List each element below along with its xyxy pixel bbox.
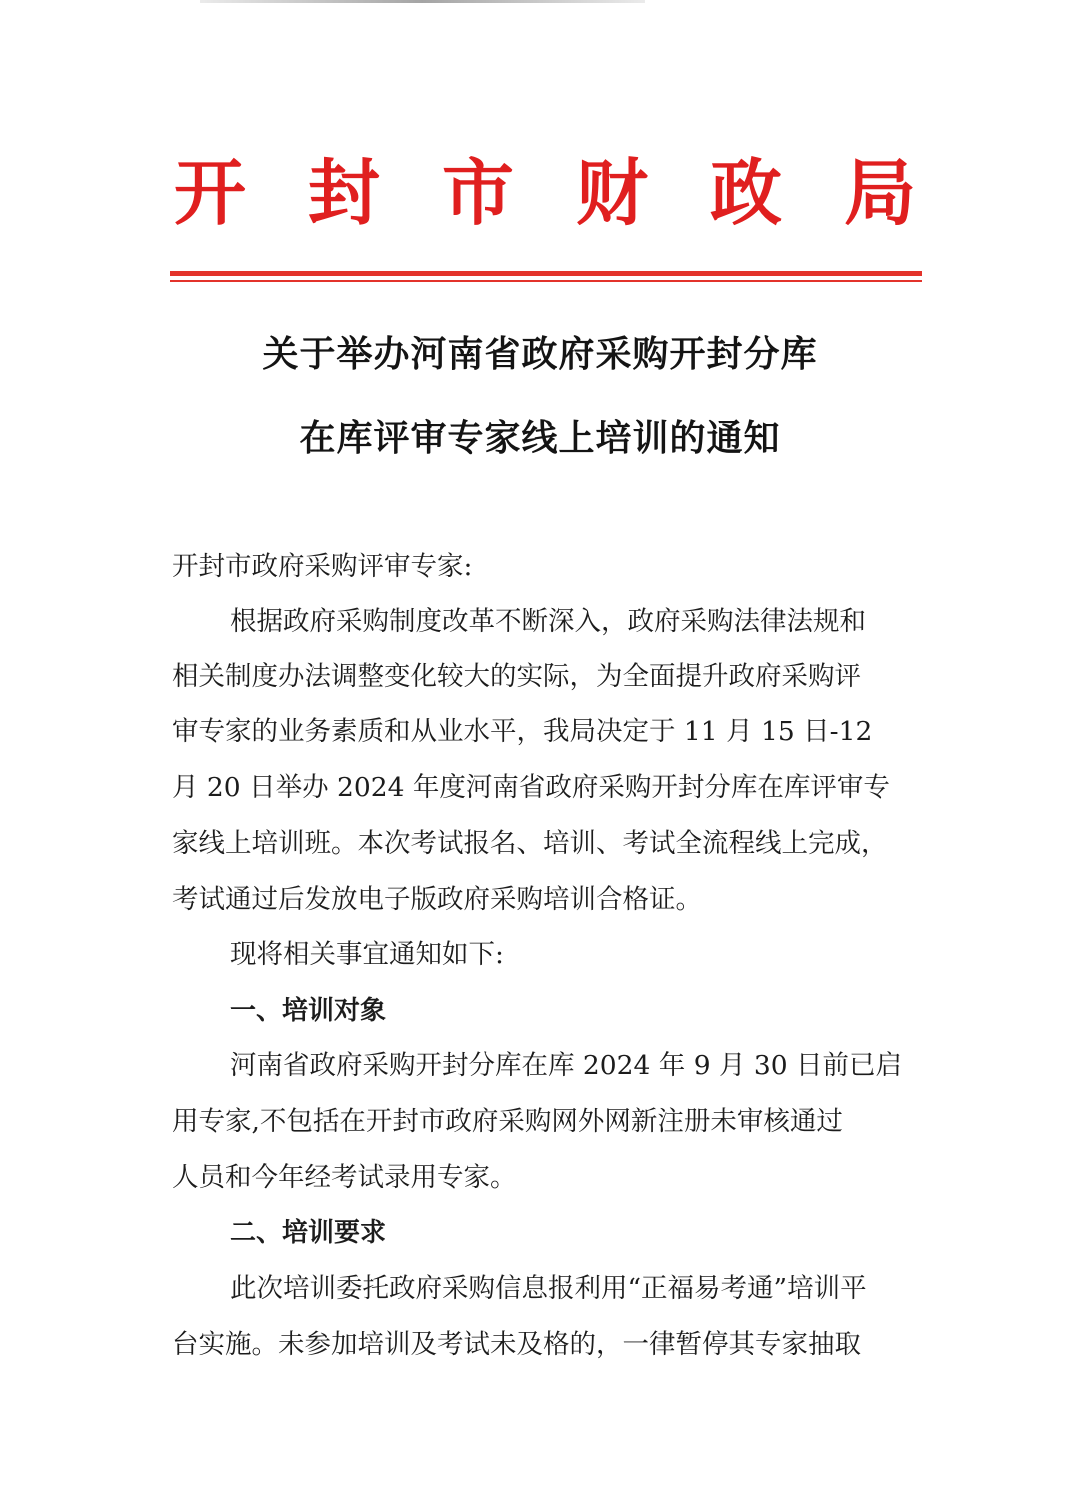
paragraph-line: 月 20 日举办 2024 年度河南省政府采购开封分库在库评审专 — [172, 772, 890, 803]
letterhead-char: 财 — [575, 150, 648, 235]
intro-line: 现将相关事宜通知如下: — [230, 939, 504, 970]
letterhead-char: 开 — [173, 150, 246, 235]
paragraph-line: 河南省政府采购开封分库在库 2024 年 9 月 30 日前已启 — [230, 1050, 903, 1081]
section-heading-2: 二、培训要求 — [230, 1218, 387, 1248]
paragraph-line: 家线上培训班。本次考试报名、培训、考试全流程线上完成， — [172, 828, 888, 859]
letterhead-char: 封 — [307, 150, 380, 235]
paragraph-line: 审专家的业务素质和从业水平，我局决定于 11 月 15 日-12 — [172, 716, 873, 747]
document-title-line-1: 关于举办河南省政府采购开封分库 — [262, 334, 818, 375]
document-title-line-2: 在库评审专家线上培训的通知 — [299, 418, 781, 459]
paragraph-line: 用专家,不包括在开封市政府采购网外网新注册未审核通过 — [172, 1106, 843, 1137]
paragraph-line: 相关制度办法调整变化较大的实际，为全面提升政府采购评 — [172, 661, 861, 692]
paragraph-line: 台实施。未参加培训及考试未及格的，一律暂停其专家抽取 — [172, 1329, 861, 1360]
salutation: 开封市政府采购评审专家: — [172, 551, 473, 582]
letterhead-char: 政 — [709, 150, 782, 235]
letterhead-char: 市 — [441, 150, 514, 235]
paragraph-line: 考试通过后发放电子版政府采购培训合格证。 — [172, 884, 702, 915]
document-body — [172, 0, 924, 1499]
letterhead-char: 局 — [843, 150, 916, 235]
paragraph-line: 根据政府采购制度改革不断深入，政府采购法律法规和 — [230, 606, 866, 637]
paragraph-line: 此次培训委托政府采购信息报利用“正福易考通”培训平 — [230, 1273, 867, 1304]
section-heading-1: 一、培训对象 — [230, 996, 387, 1026]
paragraph-line: 人员和今年经考试录用专家。 — [172, 1162, 517, 1193]
